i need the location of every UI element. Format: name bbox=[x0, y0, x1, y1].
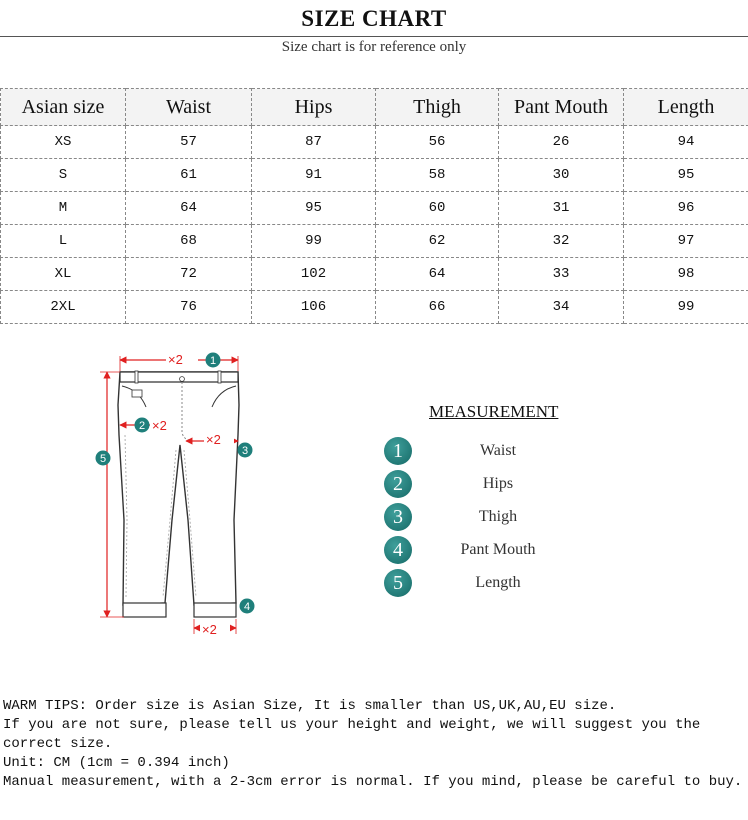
column-header: Hips bbox=[252, 89, 376, 126]
table-row bbox=[1, 192, 748, 225]
column-header: Length bbox=[624, 89, 748, 126]
table-cell: 106 bbox=[252, 291, 376, 324]
pant-mouth-multiplier: ×2 bbox=[202, 622, 217, 637]
table-cell: 102 bbox=[252, 258, 376, 291]
marker-2-icon: 2 bbox=[138, 420, 146, 432]
legend-label: Length bbox=[475, 574, 521, 591]
legend-item-hips bbox=[384, 470, 624, 503]
table-cell: 57 bbox=[126, 126, 252, 159]
table-cell: 2XL bbox=[1, 291, 126, 324]
table-cell: 76 bbox=[126, 291, 252, 324]
table-row bbox=[1, 159, 748, 192]
table-cell: 99 bbox=[624, 291, 748, 324]
table-cell: 60 bbox=[376, 192, 499, 225]
table-cell: XL bbox=[1, 258, 126, 291]
legend-label: Hips bbox=[482, 475, 514, 492]
table-row bbox=[1, 291, 748, 324]
table-cell: 99 bbox=[252, 225, 376, 258]
table-cell: 34 bbox=[499, 291, 624, 324]
table-cell: 61 bbox=[126, 159, 252, 192]
marker-5-icon: 5 bbox=[99, 453, 107, 465]
table-cell: 66 bbox=[376, 291, 499, 324]
tip-line: WARM TIPS: Order size is Asian Size, It is smaller than US,UK,AU,EU size. bbox=[3, 698, 617, 714]
legend-item-length bbox=[384, 569, 624, 602]
legend-label: Waist bbox=[479, 442, 517, 459]
waist-multiplier: ×2 bbox=[168, 352, 183, 367]
table-cell: 95 bbox=[624, 159, 748, 192]
table-cell: 97 bbox=[624, 225, 748, 258]
table-cell: 94 bbox=[624, 126, 748, 159]
table-row bbox=[1, 225, 748, 258]
table-cell: 98 bbox=[624, 258, 748, 291]
legend-item-waist bbox=[384, 437, 624, 470]
table-cell: 95 bbox=[252, 192, 376, 225]
title-divider bbox=[0, 36, 748, 37]
table-cell: 56 bbox=[376, 126, 499, 159]
measurement-title: MEASUREMENT bbox=[429, 402, 559, 421]
page-subtitle: Size chart is for reference only bbox=[281, 39, 467, 55]
tip-line: Manual measurement, with a 2-3cm error is normal. If you mind, please be careful to buy. bbox=[3, 774, 743, 790]
marker-1-icon: 1 bbox=[209, 355, 217, 367]
table-cell: 72 bbox=[126, 258, 252, 291]
number-4-icon: 4 bbox=[384, 536, 412, 564]
legend-label: Thigh bbox=[478, 508, 518, 525]
table-cell: XS bbox=[1, 126, 126, 159]
table-cell: 87 bbox=[252, 126, 376, 159]
table-cell: 26 bbox=[499, 126, 624, 159]
number-2-icon: 2 bbox=[384, 470, 412, 498]
table-cell: 91 bbox=[252, 159, 376, 192]
table-row bbox=[1, 126, 748, 159]
pants-diagram bbox=[90, 345, 260, 640]
table-cell: 62 bbox=[376, 225, 499, 258]
table-row bbox=[1, 258, 748, 291]
warm-tips bbox=[3, 697, 743, 792]
thigh-multiplier: ×2 bbox=[206, 432, 221, 447]
number-1-icon: 1 bbox=[384, 437, 412, 465]
table-cell: L bbox=[1, 225, 126, 258]
table-header-row bbox=[1, 89, 748, 126]
table-cell: 58 bbox=[376, 159, 499, 192]
table-cell: M bbox=[1, 192, 126, 225]
column-header: Thigh bbox=[376, 89, 499, 126]
hips-multiplier: ×2 bbox=[152, 418, 167, 433]
size-table bbox=[0, 88, 748, 324]
table-cell: 64 bbox=[126, 192, 252, 225]
table-cell: 31 bbox=[499, 192, 624, 225]
table-cell: 64 bbox=[376, 258, 499, 291]
tip-line: If you are not sure, please tell us your height and weight, we will suggest you the correct size. bbox=[3, 717, 701, 752]
number-3-icon: 3 bbox=[384, 503, 412, 531]
legend-label: Pant Mouth bbox=[460, 541, 536, 558]
legend-item-pant-mouth bbox=[384, 536, 624, 569]
table-cell: 96 bbox=[624, 192, 748, 225]
column-header: Waist bbox=[126, 89, 252, 126]
legend-item-thigh bbox=[384, 503, 624, 536]
measurement-legend bbox=[384, 437, 624, 602]
marker-4-icon: 4 bbox=[243, 601, 251, 613]
table-cell: S bbox=[1, 159, 126, 192]
marker-3-icon: 3 bbox=[241, 445, 249, 457]
table-cell: 33 bbox=[499, 258, 624, 291]
table-cell: 68 bbox=[126, 225, 252, 258]
column-header: Pant Mouth bbox=[499, 89, 624, 126]
column-header: Asian size bbox=[1, 89, 126, 126]
pants-outline bbox=[118, 372, 239, 605]
number-5-icon: 5 bbox=[384, 569, 412, 597]
page-title: SIZE CHART bbox=[301, 6, 447, 31]
table-cell: 30 bbox=[499, 159, 624, 192]
table-cell: 32 bbox=[499, 225, 624, 258]
tip-line: Unit: CM (1cm = 0.394 inch) bbox=[3, 755, 230, 771]
